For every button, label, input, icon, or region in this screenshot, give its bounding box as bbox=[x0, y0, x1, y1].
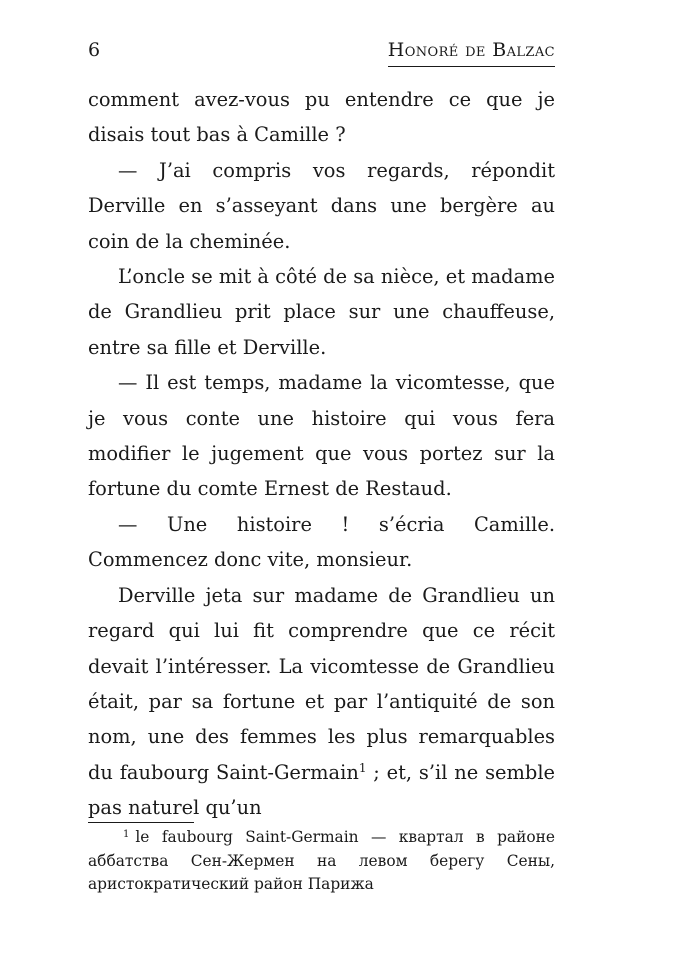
footnote-reference[interactable]: 1 bbox=[358, 760, 367, 775]
footnote-text: le faubourg Saint-Germain — квартал в районе аббатства Сен-Жермен на левом берегу Сены, аристократический район Парижа bbox=[88, 828, 555, 893]
footnote-paragraph bbox=[88, 826, 555, 897]
page-number: 6 bbox=[88, 39, 101, 61]
paragraph-text: ; et, s’il ne semble pas naturel qu’un bbox=[88, 760, 555, 820]
paragraph bbox=[88, 578, 555, 826]
footnote-rule bbox=[88, 822, 194, 823]
body-text bbox=[88, 82, 555, 826]
footnote bbox=[88, 826, 555, 897]
paragraph: — Une histoire ! s’écria Camille. Commencez donc vite, monsieur. bbox=[88, 512, 555, 572]
paragraph: — J’ai compris vos regards, répondit Derville en s’asseyant dans une bergère au coin de la cheminée. bbox=[88, 158, 555, 253]
paragraph-text: Derville jeta sur madame de Grandlieu un regard qui lui fit comprendre que ce récit devait l’intéresser. La vicomtesse de Grandlieu était, par sa fortune et par l’antiquité de son nom, une des femmes les plus remarquables du faubourg Saint-Germain bbox=[88, 583, 555, 784]
running-header: Honoré de Balzac bbox=[388, 38, 555, 67]
paragraph: L’oncle se mit à côté de sa nièce, et madame de Grandlieu prit place sur une chauffeuse, entre sa fille et Derville. bbox=[88, 265, 555, 359]
footnote-marker: 1 bbox=[123, 829, 130, 840]
paragraph: — Il est temps, madame la vicomtesse, que je vous conte une histoire qui vous fera modifier le jugement que vous portez sur la fortune du comte Ernest de Restaud. bbox=[88, 371, 555, 501]
paragraph: comment avez-vous pu entendre ce que je disais tout bas à Camille ? bbox=[88, 88, 555, 147]
